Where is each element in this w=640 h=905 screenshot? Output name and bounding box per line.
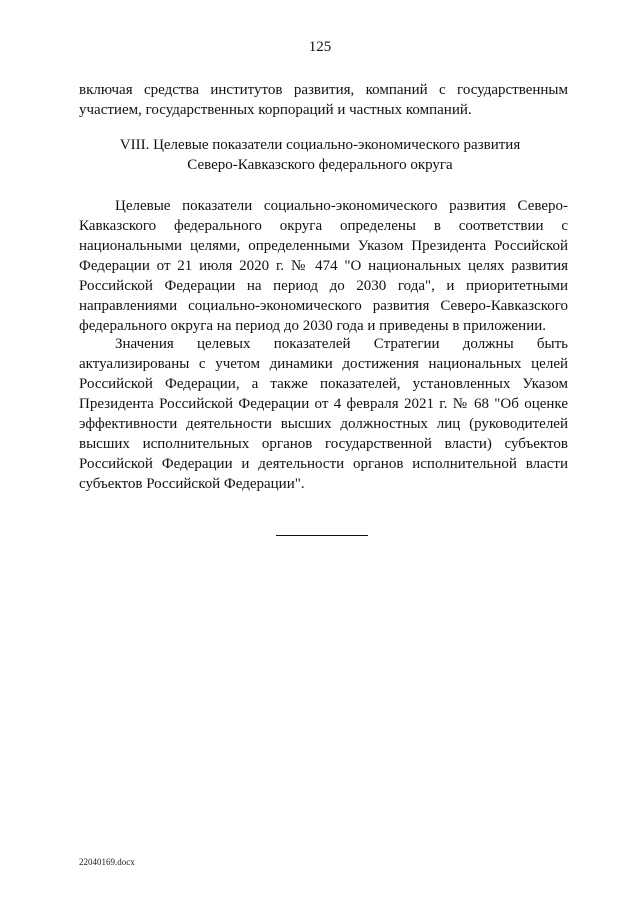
text-line: включая средства институтов развития, компаний с государственным (79, 82, 568, 98)
text-line: направлениями социально-экономического развития Северо-Кавказского (79, 298, 568, 314)
section-heading (0, 135, 640, 175)
text-line: федерального округа на период до 2030 года и приведены в приложении. (79, 318, 546, 334)
footer-file-code: 22040169.docx (79, 857, 135, 867)
section-heading-line: VIII. Целевые показатели социально-экономического развития (119, 137, 521, 153)
text-line: Целевые показатели социально-экономического развития Северо- (115, 198, 568, 214)
text-line: высших исполнительных органов государственной власти) субъектов (79, 436, 568, 452)
text-line: субъектов Российской Федерации". (79, 476, 305, 492)
text-line: актуализированы с учетом динамики достижения национальных целей (79, 356, 568, 372)
end-divider (276, 535, 368, 536)
text-line: Российской Федерации, а также показателей, установленных Указом (79, 376, 568, 392)
section-heading-line: Северо-Кавказского федерального округа (187, 157, 453, 173)
continuation-text (79, 80, 568, 120)
paragraph-1 (79, 196, 568, 336)
text-line: эффективности деятельности высших должностных лиц (руководителей (79, 416, 568, 432)
text-line: участием, государственных корпораций и частных компаний. (79, 102, 472, 118)
paragraph-2 (79, 334, 568, 494)
text-line: Президента Российской Федерации от 4 февраля 2021 г. № 68 "Об оценке (79, 396, 568, 412)
text-line: Значения целевых показателей Стратегии должны быть (115, 336, 568, 352)
page-number: 125 (308, 39, 332, 55)
text-line: Российской Федерации и деятельности органов исполнительной власти (79, 456, 568, 472)
text-line: Федерации от 21 июля 2020 г. № 474 "О национальных целях развития (79, 258, 568, 274)
text-line: национальными целями, определенными Указом Президента Российской (79, 238, 568, 254)
text-line: Кавказского федерального округа определены в соответствии с (79, 218, 568, 234)
text-line: Российской Федерации на период до 2030 года", и приоритетными (79, 278, 568, 294)
